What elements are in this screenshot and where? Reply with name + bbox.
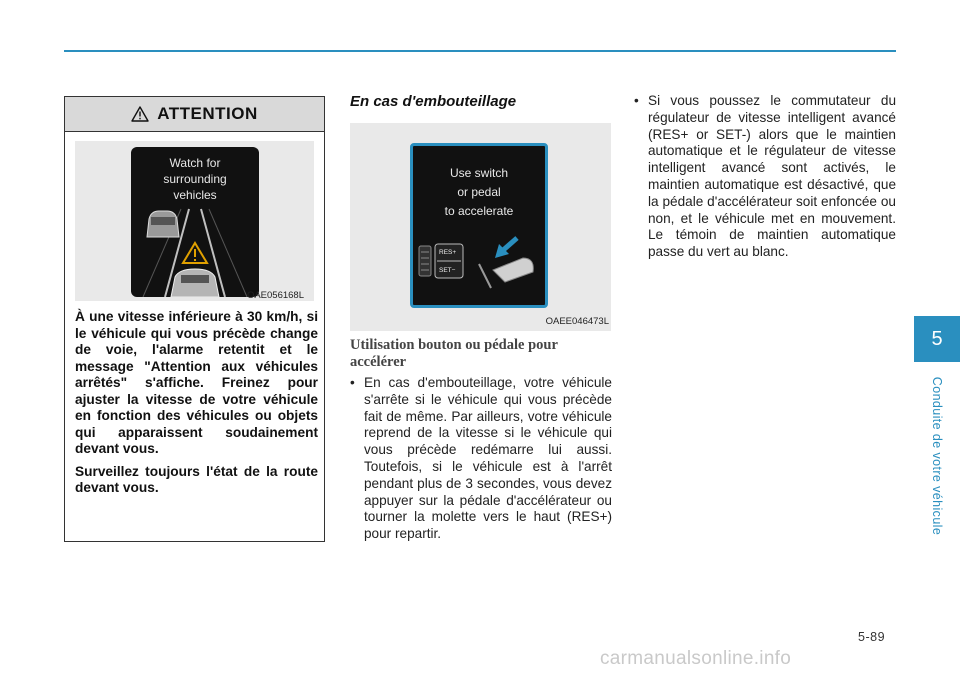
cluster-display-text: Use switch or pedal to accelerate [444,166,514,218]
chapter-tab[interactable]: 5 [914,316,960,362]
arrow-down-left-icon [495,238,517,258]
attention-title: ATTENTION [157,104,258,123]
cluster-display [131,147,259,297]
bullet-dot-icon: • [634,93,639,108]
res-set-switch-icon [419,244,463,278]
chapter-label: Conduite de votre véhicule [930,376,944,536]
bullet-item [634,93,896,261]
cluster-display [410,143,548,308]
cluster-display-text: Watch for surrounding vehicles [163,156,227,202]
attention-box [64,96,325,542]
attention-header [65,97,324,132]
res-label: RES+ [439,249,457,256]
attention-figure [75,141,314,301]
bullet-dot-icon: • [350,375,355,390]
attention-figure-code: OAE056168L [246,290,304,301]
road-scene-illustration [131,147,259,297]
subsection-heading: Utilisation bouton ou pédale pour accélérer [350,337,558,370]
bullet-item [350,375,612,543]
watermark: carmanualsonline.info [600,648,792,669]
embouteillage-figure [350,123,611,331]
switch-and-pedal-illustration [413,146,545,305]
bullet-text: Si vous poussez le commutateur du régulateur de vitesse intelligent avancé (RES+ or SET-) alors que le maintien automatique et le régulateur de vitesse intelligent avancé sont activés, le maintien automatique est désactivé, que la pédale d'accélérateur soit enfoncée ou non, et le véhicule met en mouvement. Le témoin de maintien automatique passe du vert au blanc. [648,93,896,260]
attention-paragraph: Surveillez toujours l'état de la route devant vous. [75,463,318,495]
neighbour-car-icon [147,211,179,237]
embouteillage-figure-code: OAEE046473L [545,316,609,327]
attention-paragraph: À une vitesse inférieure à 30 km/h, si le véhicule qui vous précède change de voie, l'alarme retentit et le message "Attention aux véhicules arrêtés" s'affiche. Freinez pour ajuster la vitesse de votre véhicule en fonction des véhicules ou objets qui apparaissent soudainement devant vous. [75,309,318,456]
warning-triangle-icon [131,106,149,122]
top-rule [64,50,896,52]
bullet-text: En cas d'embouteillage, votre véhicule s'arrête si le véhicule qui vous précède fait de même. Par ailleurs, votre véhicule reprend de la vitesse si le véhicule qui vous précède redémarre lui aussi. Toutefois, si le véhicule est à l'arrêt pendant plus de 3 secondes, vous devez appuyer sur la pédale d'accélérateur ou tourner la molette vers le haut (RES+) pour repartir. [364,375,612,542]
warning-triangle-icon [183,243,207,263]
own-car-icon [171,269,219,297]
section-heading: En cas d'embouteillage [350,93,517,110]
accelerator-pedal-icon [479,258,533,288]
set-label: SET− [439,267,456,274]
page-number: 5-89 [858,630,886,644]
attention-text [75,309,318,503]
